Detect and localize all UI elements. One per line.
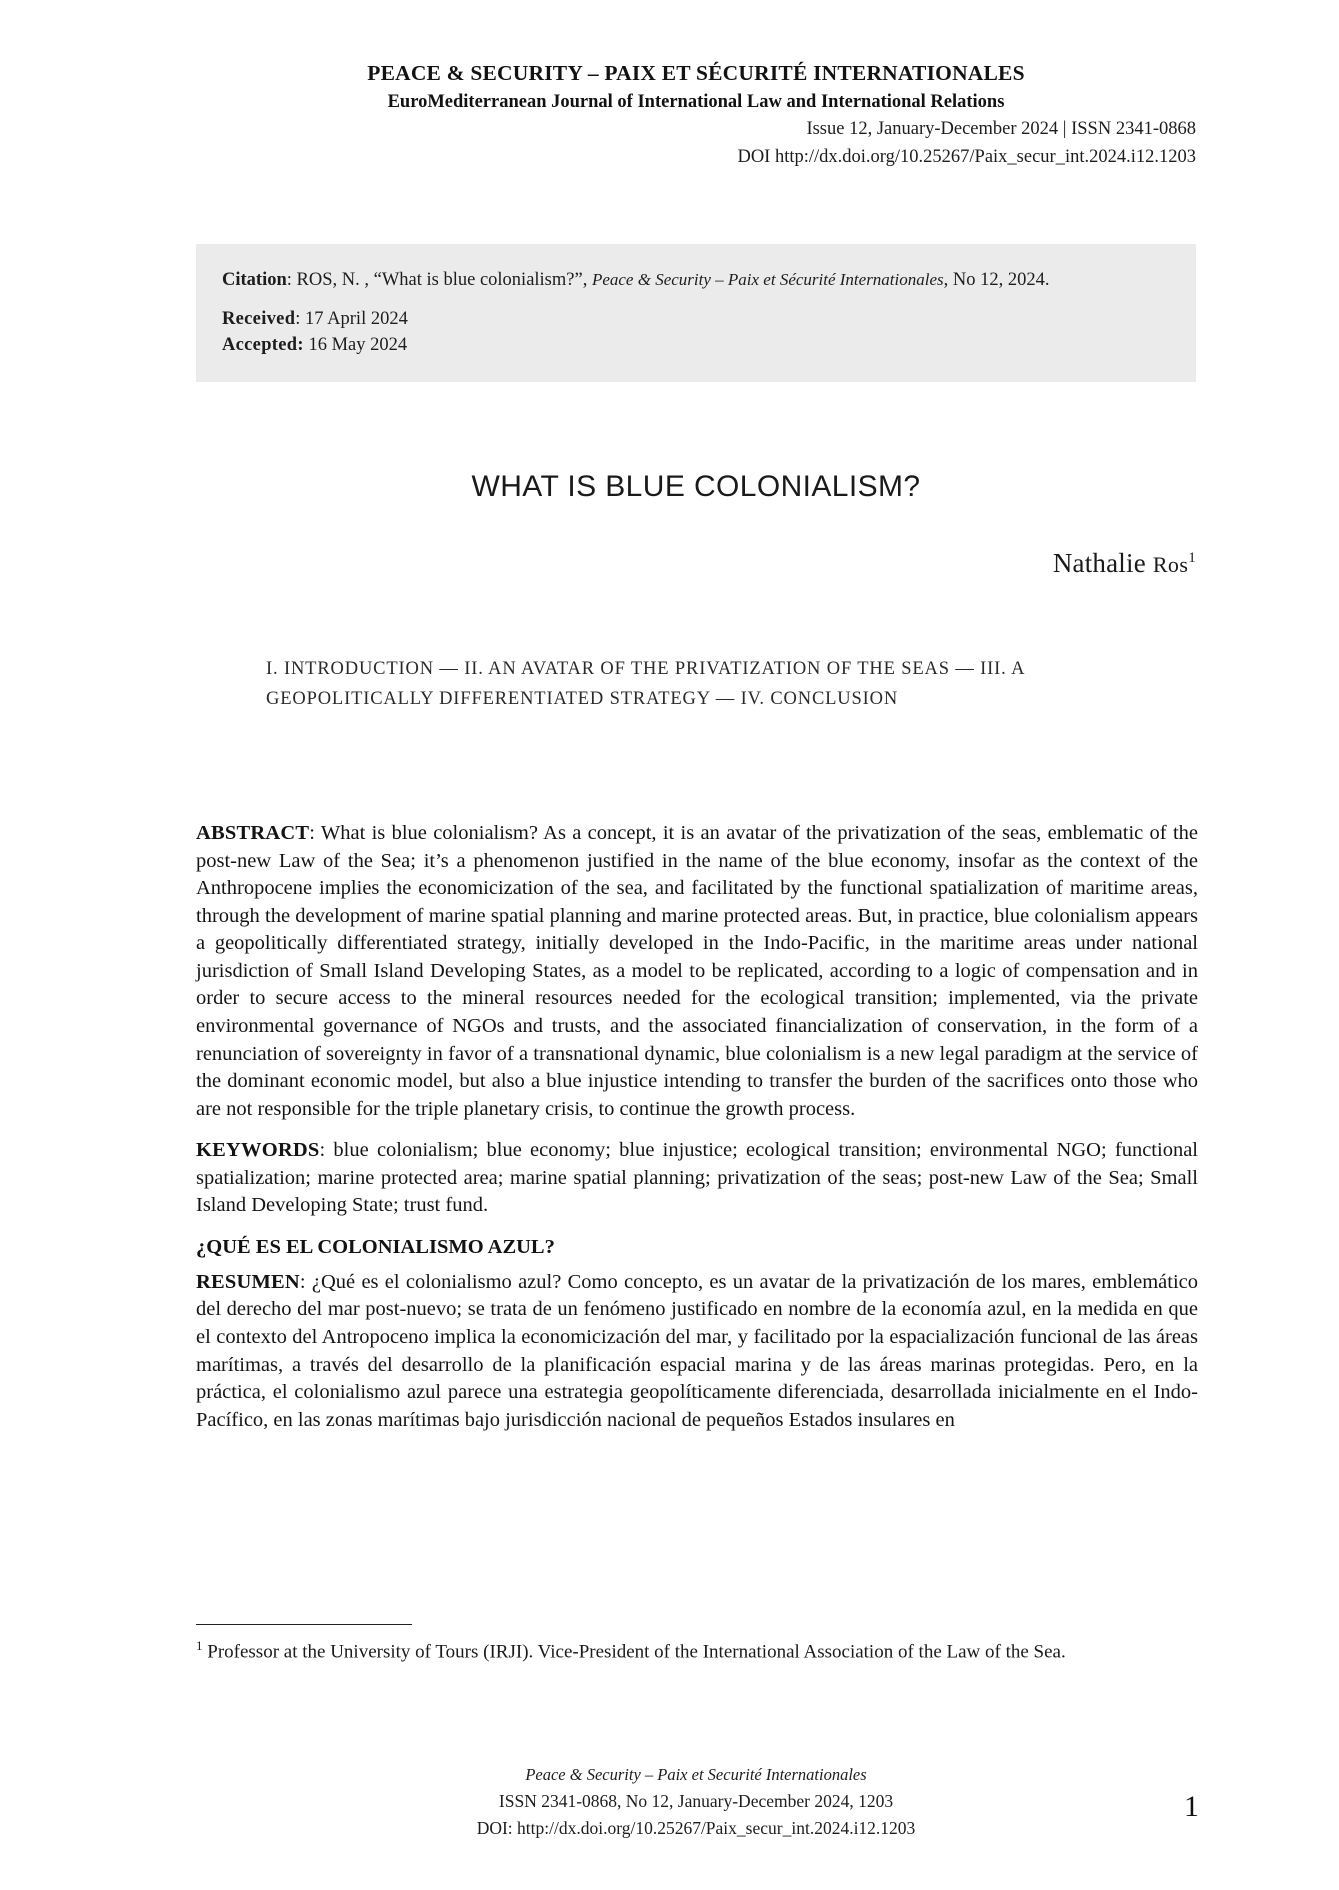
journal-subtitle: EuroMediterranean Journal of International Law and International Relations [387,91,1005,112]
citation-box [196,244,1196,382]
spanish-title: ¿QUÉ ES EL COLONIALISMO AZUL? [196,1235,555,1258]
issue-line: Issue 12, January-December 2024 | ISSN 2341-0868 [806,118,1196,139]
submission-dates [222,306,1170,359]
keywords-label: KEYWORDS [196,1139,320,1162]
resumen-label: RESUMEN [196,1270,300,1293]
resumen-paragraph [196,1269,1198,1434]
author-surname: Ros [1152,552,1189,577]
accepted-row [222,332,1170,358]
keywords-paragraph [196,1137,1198,1220]
abstract-text: : What is blue colonialism? As a concept, it is an avatar of the privatization of the seas, emblematic of the post-new Law of the Sea; it’s a phenomenon justified in the name of the blue economy, insofar as the context of the Anthropocene implies the economicization of the sea, and facilitated by the functional spatialization of maritime areas, through the development of marine spatial planning and marine protected areas. But, in practice, blue colonialism appears a geopolitically differentiated strategy, initially developed in the Indo-Pacific, in the maritime areas under national jurisdiction of Small Island Developing States, as a model to be replicated, according to a logic of compensation and in order to secure access to the mineral resources needed for the ecological transition; implemented, via the private environmental governance of NGOs and trusts, and the associated financialization of conservation, in the form of a renunciation of sovereignty in favor of a transnational dynamic, blue colonialism is a new legal paradigm at the service of the dominant economic model, but also a blue injustice intending to transfer the burden of the sacrifices onto those who are not responsible for the triple planetary crisis, to continue the growth process. [196,822,1198,1120]
accepted-label: Accepted: [222,334,304,355]
resumen-text: : ¿Qué es el colonialismo azul? Como concepto, es un avatar de la privatización de los mares, emblemático del derecho del mar post-nuevo; se trata de un fenómeno justificado en nombre de la economía azul, en la medida en que el contexto del Antropoceno implica la economicización del mar, y facilitado por la espacialización funcional de las áreas marítimas, a través del desarrollo de la planificación espacial marina y de las áreas marinas protegidas. Pero, en la práctica, el colonialismo azul parece una estrategia geopolíticamente diferenciada, desarrollada inicialmente en el Indo-Pacífico, en las zonas marítimas bajo jurisdicción nacional de pequeños Estados insulares en [196,1270,1198,1431]
abstract-label: ABSTRACT [196,822,310,844]
citation-journal-name: Peace & Security – Paix et Sécurité Internationales [591,270,944,289]
footer-doi-line: DOI: http://dx.doi.org/10.25267/Paix_secur_int.2024.i12.1203 [476,1817,916,1838]
received-value: : 17 April 2024 [295,308,408,329]
journal-title: PEACE & SECURITY – PAIX ET SÉCURITÉ INTERNATIONALES [367,61,1025,85]
received-row [222,306,1170,332]
page-footer [196,1762,1196,1842]
citation-label: Citation [222,270,287,290]
citation-suffix: , No 12, 2024. [943,270,1050,290]
citation-prefix: : ROS, N. , “What is blue colonialism?”, [286,270,592,290]
citation-text [222,266,1170,295]
footnote [196,1636,1198,1666]
author-given-name: Nathalie [1052,548,1153,578]
keywords-text: : blue colonialism; blue economy; blue injustice; ecological transition; environmental NGO; functional spatialization; marine protected area; marine spatial planning; privatization of the seas; post-new Law of the Sea; Small Island Developing State; trust fund. [196,1139,1198,1217]
article-title: WHAT IS BLUE COLONIALISM? [471,470,921,503]
table-of-contents: I. INTRODUCTION — II. AN AVATAR OF THE PRIVATIZATION OF THE SEAS — III. A GEOPOLITICALLY DIFFERENTIATED STRATEGY — IV. CONCLUSION [266,659,1025,709]
masthead [196,60,1196,171]
author-footnote-marker: 1 [1188,550,1196,566]
footnote-marker: 1 [196,1638,203,1653]
doi-line: DOI http://dx.doi.org/10.25267/Paix_secur_int.2024.i12.1203 [737,146,1196,167]
page-number: 1 [1184,1790,1199,1823]
footer-journal-name: Peace & Security – Paix et Securité Internationales [525,1765,867,1784]
accepted-value: 16 May 2024 [303,334,408,355]
footnote-separator [196,1624,412,1625]
body-content [196,820,1198,1448]
abstract-paragraph [196,820,1198,1123]
author-byline [196,548,1196,579]
footer-issn-line: ISSN 2341-0868, No 12, January-December 2024, 1203 [498,1790,894,1811]
received-label: Received [222,308,296,329]
footnote-text: Professor at the University of Tours (IRJI). Vice-President of the International Association of the Law of the Sea. [202,1641,1066,1663]
